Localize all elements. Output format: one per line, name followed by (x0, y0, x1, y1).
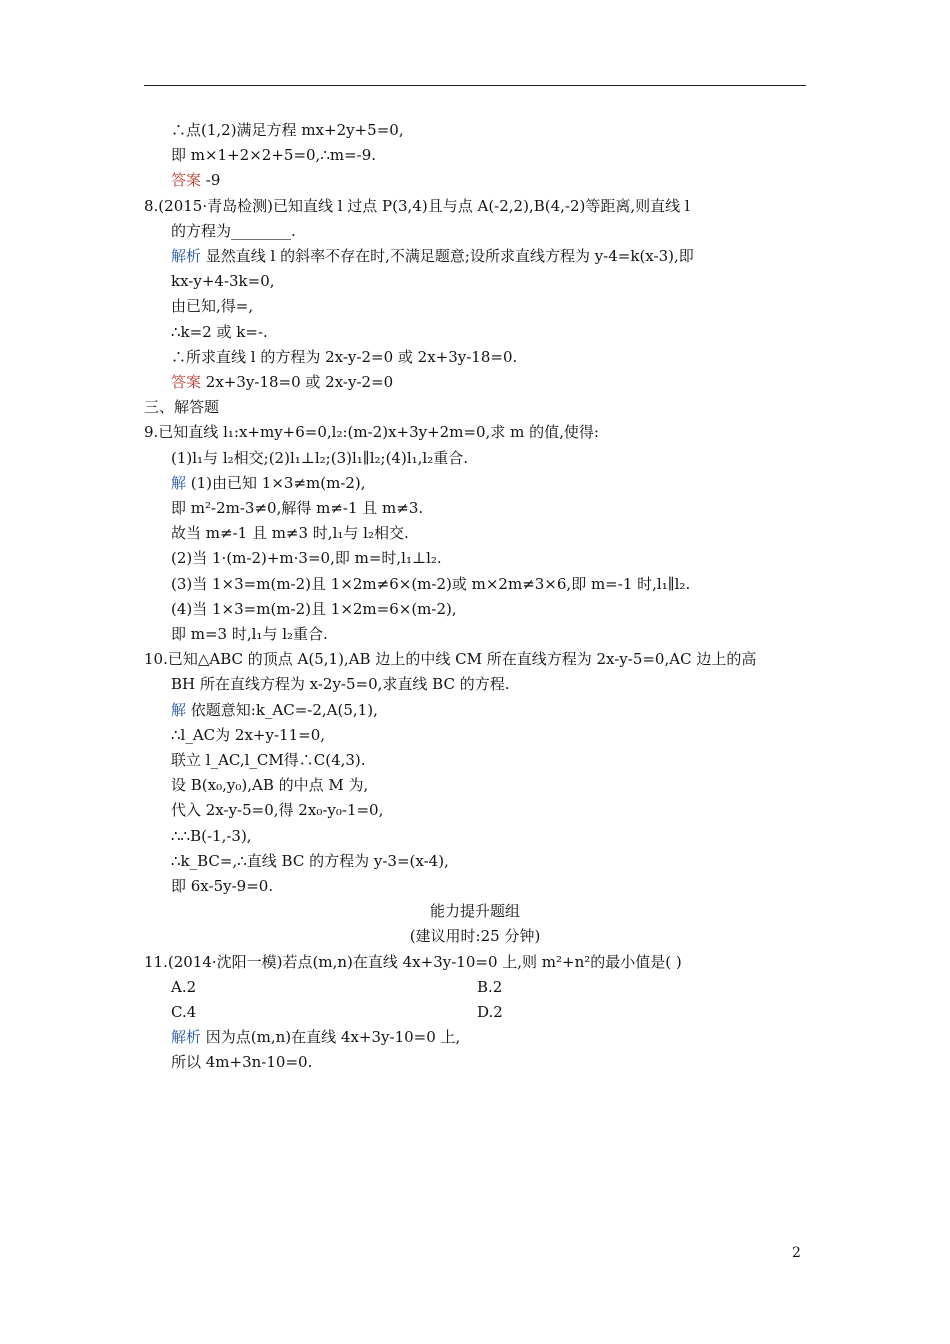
text-line (171, 546, 442, 571)
line-text: 即 m²-2m-3≠0,解得 m≠-1 且 m≠3. (171, 499, 424, 517)
line-text: ∴k=2 或 k=-. (171, 322, 268, 341)
text-line (171, 748, 366, 773)
line-text: 8.(2015·青岛检测)已知直线 l 过点 P(3,4)且与点 A(-2,2),B(4,-2)等距离,则直线 l (144, 196, 690, 215)
text-line (171, 244, 694, 269)
line-text: 10.已知△ABC 的顶点 A(5,1),AB 边上的中线 CM 所在直线方程为 2x-y-5=0,AC 边上的高 (144, 650, 757, 669)
text-line (171, 773, 368, 798)
line-text: ∴所求直线 l 的方程为 2x-y-2=0 或 2x+3y-18=0. (171, 347, 518, 366)
text-line (171, 446, 468, 471)
text-line (171, 597, 457, 622)
line-text: 2x+3y-18=0 或 2x-y-2=0 (201, 373, 394, 391)
text-line (171, 1025, 460, 1050)
text-line (171, 672, 510, 697)
text-line (171, 723, 325, 748)
line-text: (3)当 1×3=m(m-2)且 1×2m≠6×(m-2)或 m×2m≠3×6,即 m=-1 时,l₁∥l₂. (171, 574, 691, 593)
line-text: 的方程为________. (171, 221, 296, 240)
text-line (144, 194, 690, 219)
text-line (0, 924, 950, 949)
text-line (171, 320, 268, 345)
line-text: 即 m×1+2×2+5=0,∴m=-9. (171, 146, 377, 165)
line-text: (2)当 1·(m-2)+m·3=0,即 m=时,l₁⊥l₂. (171, 549, 442, 568)
text-line (171, 798, 383, 823)
line-text: 即 m=3 时,l₁与 l₂重合. (171, 625, 328, 643)
choice-option: D.2 (477, 1003, 503, 1021)
answer-label: 解析 (171, 247, 202, 265)
line-text: ∴l_AC为 2x+y-11=0, (171, 725, 325, 744)
answer-label: 解 (171, 700, 187, 719)
line-text: 联立 l_AC,l_CM得∴C(4,3). (171, 751, 366, 769)
line-text: 设 B(x₀,y₀),AB 的中点 M 为, (171, 776, 369, 795)
line-text: 即 6x-5y-9=0. (171, 877, 274, 895)
text-line (0, 899, 950, 924)
line-text: A.2 (171, 977, 197, 996)
text-line (171, 294, 253, 319)
answer-label: 解 (171, 473, 187, 492)
answer-label: 答案 (171, 171, 202, 190)
page-number: 2 (792, 1245, 801, 1261)
line-text: (1)由已知 1×3≠m(m-2), (186, 473, 366, 492)
line-text: -9 (201, 171, 221, 190)
line-text: ∴点(1,2)满足方程 mx+2y+5=0, (171, 121, 404, 139)
text-line (144, 395, 219, 420)
line-text: (4)当 1×3=m(m-2)且 1×2m=6×(m-2), (171, 599, 457, 618)
text-line (171, 975, 196, 1000)
header-rule (144, 85, 806, 86)
text-line (171, 118, 404, 143)
line-text: 由已知,得=, (171, 297, 254, 316)
text-line (171, 370, 393, 395)
line-text: 因为点(m,n)在直线 4x+3y-10=0 上, (201, 1028, 461, 1047)
answer-label: 解析 (171, 1028, 202, 1047)
line-text: 9.已知直线 l₁:x+my+6=0,l₂:(m-2)x+3y+2m=0,求 m 的值,使得: (144, 423, 599, 442)
text-line (171, 496, 423, 521)
text-line (171, 1050, 312, 1075)
line-text: ∴k_BC=,∴直线 BC 的方程为 y-3=(x-4), (171, 851, 449, 870)
text-line (171, 471, 366, 496)
text-line (171, 1000, 196, 1025)
line-text: (建议用时:25 分钟) (409, 927, 541, 946)
line-text: (1)l₁与 l₂相交;(2)l₁⊥l₂;(3)l₁∥l₂;(4)l₁,l₂重合. (171, 448, 468, 467)
text-line (171, 874, 273, 899)
text-line (171, 143, 376, 168)
line-text: 所以 4m+3n-10=0. (171, 1053, 313, 1072)
text-line (144, 420, 599, 445)
line-text: BH 所在直线方程为 x-2y-5=0,求直线 BC 的方程. (171, 675, 510, 694)
line-text: 依题意知:k_AC=-2,A(5,1), (186, 700, 378, 719)
line-text: 显然直线 l 的斜率不存在时,不满足题意;设所求直线方程为 y-4=k(x-3),即 (201, 247, 694, 265)
text-line (144, 647, 756, 672)
line-text: C.4 (171, 1003, 197, 1021)
text-line (171, 521, 409, 546)
line-text: kx-y+4-3k=0, (171, 272, 275, 291)
line-text: 故当 m≠-1 且 m≠3 时,l₁与 l₂相交. (171, 524, 409, 543)
text-line (171, 572, 690, 597)
text-line (171, 622, 328, 647)
answer-label: 答案 (171, 373, 202, 391)
text-line (171, 269, 275, 294)
line-text: 代入 2x-y-5=0,得 2x₀-y₀-1=0, (171, 801, 384, 820)
line-text: 能力提升题组 (429, 902, 520, 921)
text-line (171, 824, 252, 849)
text-line (171, 219, 296, 244)
text-line (171, 168, 220, 193)
text-line (144, 950, 682, 975)
text-line (171, 849, 449, 874)
text-line (171, 698, 378, 723)
line-text: 11.(2014·沈阳一模)若点(m,n)在直线 4x+3y-10=0 上,则 m²+n²的最小值是( ) (144, 952, 682, 971)
choice-option: B.2 (477, 977, 503, 996)
text-line (171, 345, 517, 370)
line-text: 三、解答题 (144, 398, 220, 417)
line-text: ∴∴B(-1,-3), (171, 826, 252, 845)
